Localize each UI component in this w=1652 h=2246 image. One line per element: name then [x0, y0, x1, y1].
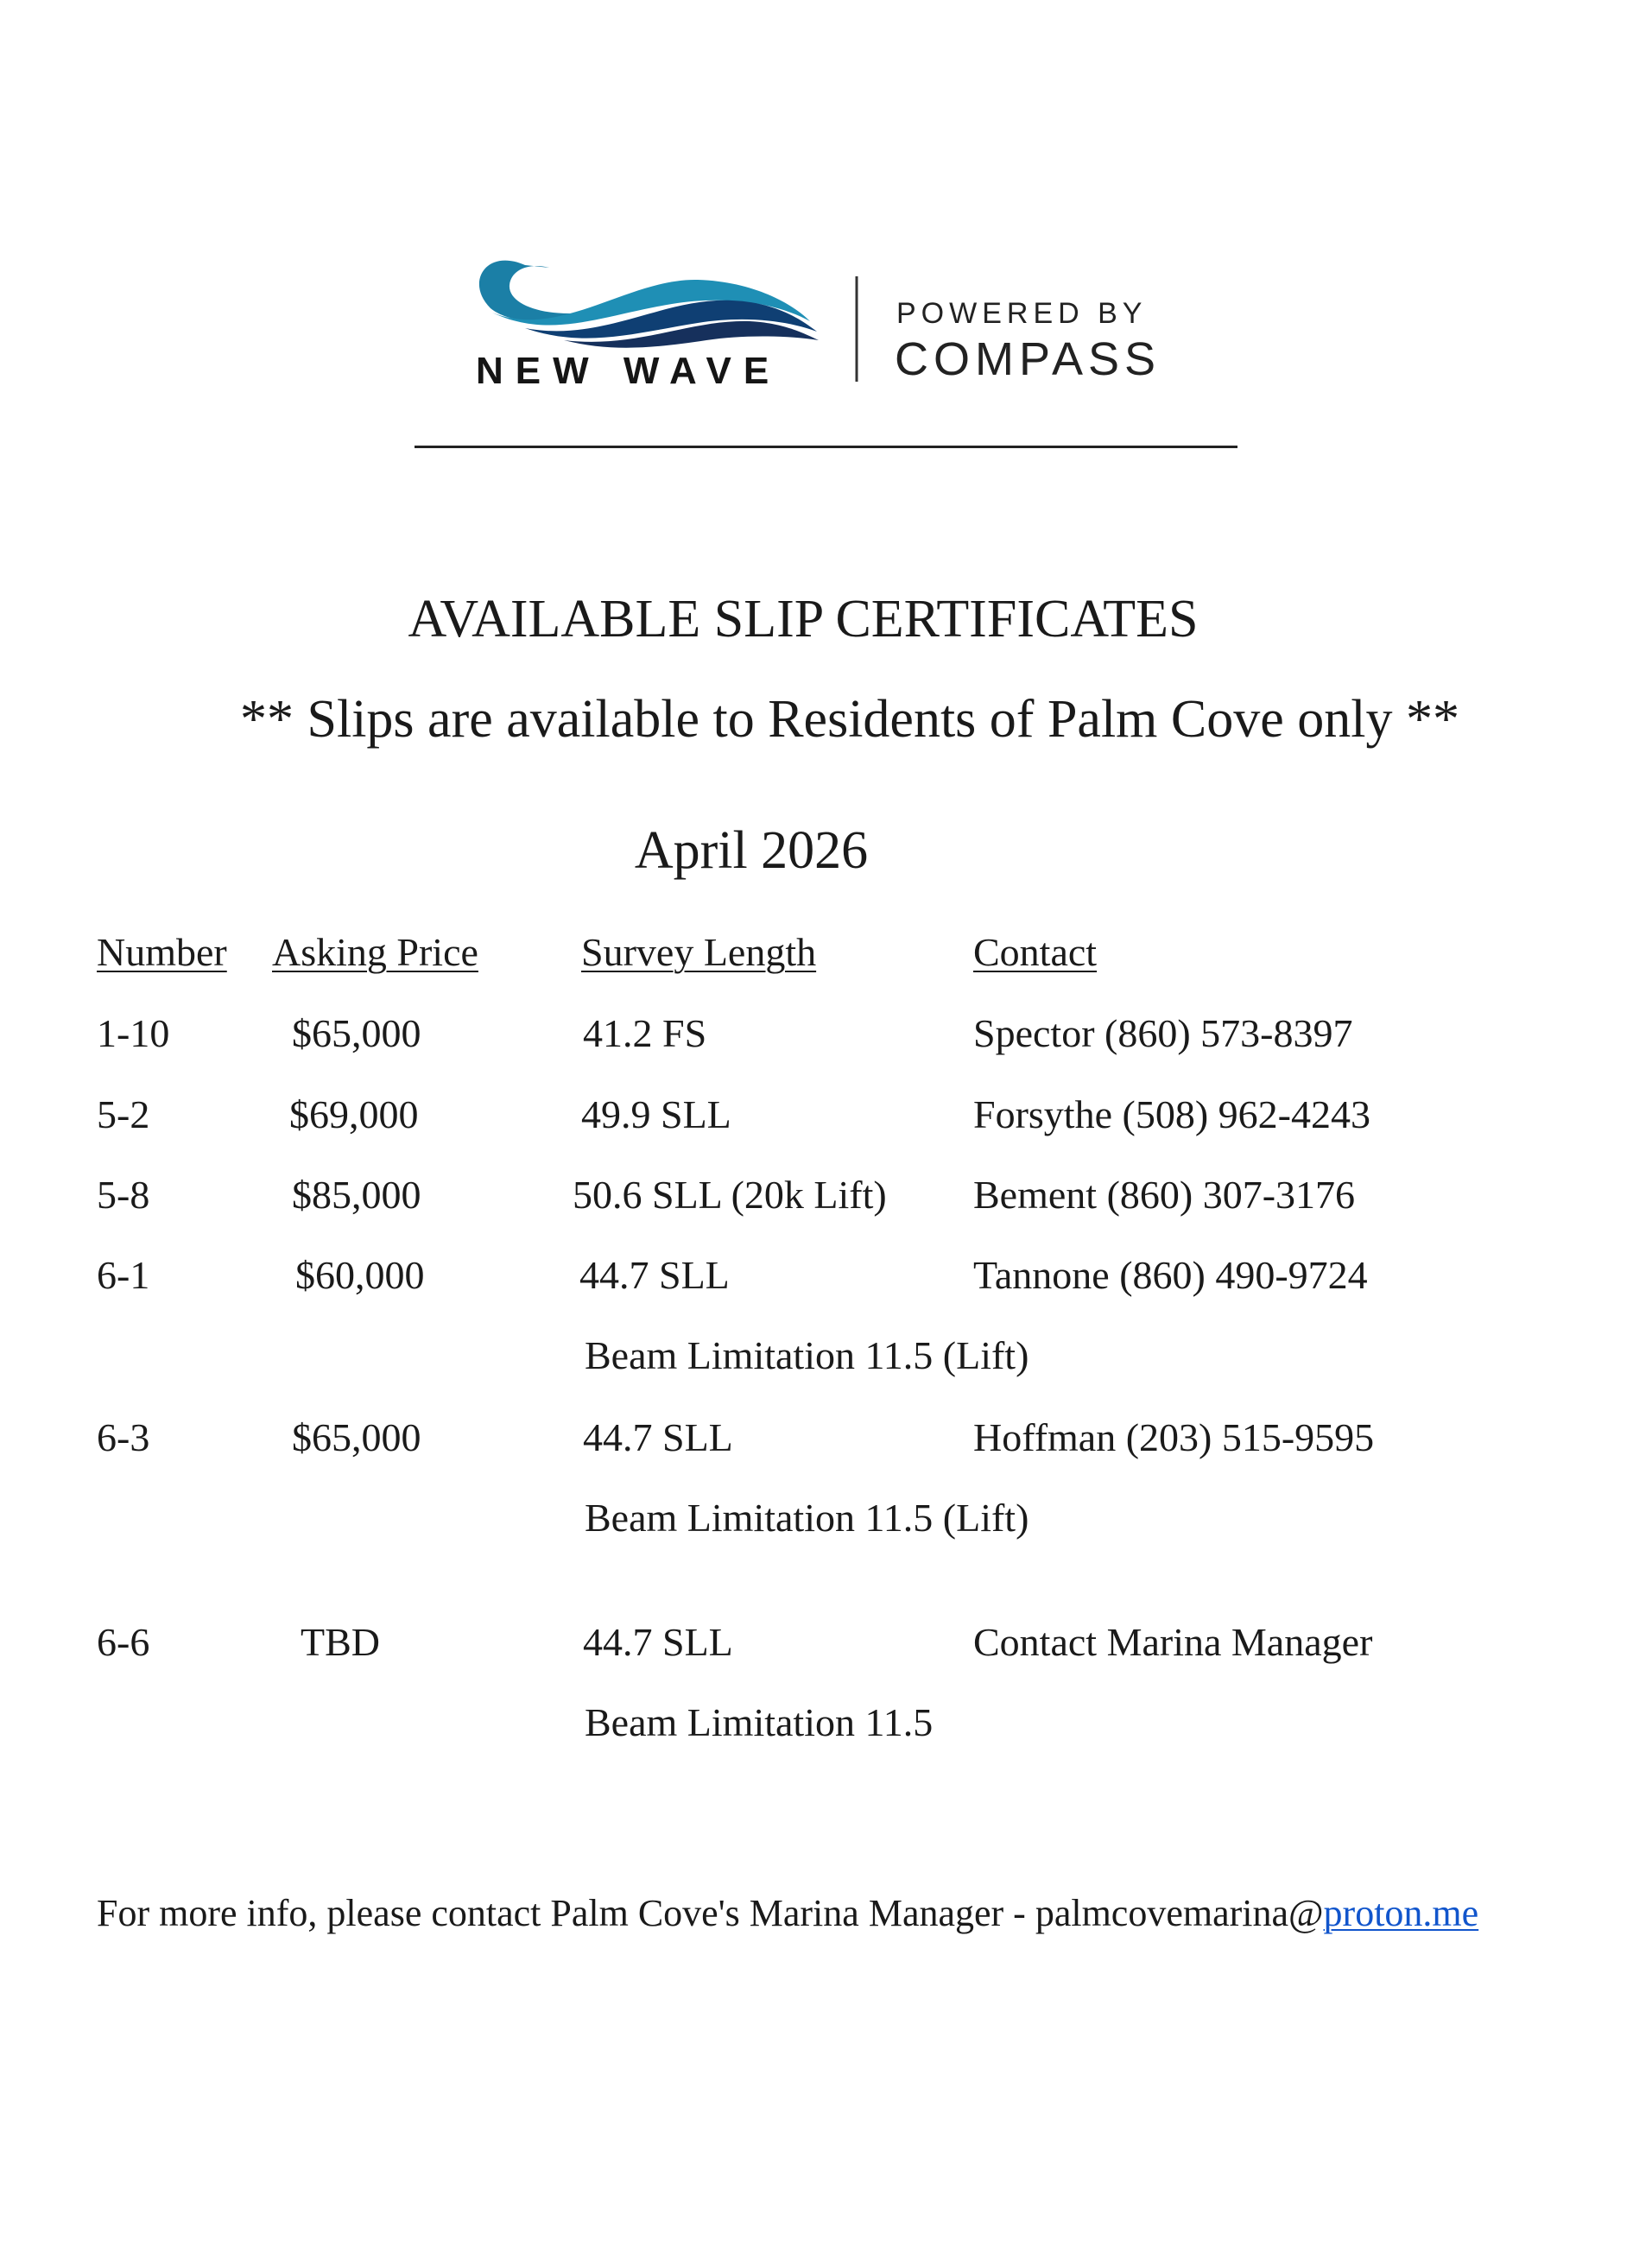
column-header-number: Number [97, 930, 227, 974]
partner-text: COMPASS [895, 333, 1161, 385]
table-row-length: 44.7 SLL [583, 1620, 733, 1664]
table-row-contact: Tannone (860) 490-9724 [973, 1253, 1368, 1297]
table-row-contact: Spector (860) 573-8397 [973, 1011, 1353, 1055]
footer-contact-info [97, 1891, 1478, 1935]
table-row-price: $65,000 [292, 1415, 421, 1459]
table-row-price: $60,000 [295, 1253, 425, 1297]
table-row-number: 6-6 [97, 1620, 150, 1664]
table-row-note: Beam Limitation 11.5 (Lift) [585, 1496, 1029, 1540]
column-header-survey-length: Survey Length [581, 930, 817, 974]
page-title: AVAILABLE SLIP CERTIFICATES [408, 590, 1199, 648]
table-row-contact: Hoffman (203) 515-9595 [973, 1415, 1375, 1459]
table-row-number: 5-2 [97, 1092, 150, 1136]
column-header-contact: Contact [973, 930, 1098, 974]
table-row-price: $85,000 [292, 1173, 421, 1217]
table-row-number: 5-8 [97, 1173, 150, 1217]
listing-date: April 2026 [634, 821, 869, 880]
table-row-note: Beam Limitation 11.5 (Lift) [585, 1333, 1029, 1377]
table-row-price: $69,000 [289, 1092, 419, 1136]
table-row-note: Beam Limitation 11.5 [585, 1700, 934, 1744]
brand-text: NEW WAVE [476, 350, 782, 392]
table-row-contact: Bement (860) 307-3176 [973, 1173, 1356, 1217]
footer-text: For more info, please contact Palm Cove's Marina Manager - palmcovemarina@ [97, 1892, 1324, 1934]
table-row-length: 50.6 SLL (20k Lift) [573, 1173, 887, 1217]
table-row-contact: Contact Marina Manager [973, 1620, 1373, 1664]
table-row-length: 44.7 SLL [583, 1415, 733, 1459]
column-header-asking-price: Asking Price [272, 930, 478, 974]
table-row-number: 1-10 [97, 1011, 170, 1055]
residency-notice: ** Slips are available to Residents of Palm Cove only ** [239, 690, 1459, 749]
divider [415, 446, 1237, 448]
table-row-length: 49.9 SLL [581, 1092, 731, 1136]
powered-by-text: POWERED BY [896, 297, 1148, 330]
email-domain-link[interactable]: proton.me [1323, 1892, 1479, 1934]
table-row-number: 6-1 [97, 1253, 150, 1297]
wave-curl-icon [479, 261, 585, 321]
table-row-contact: Forsythe (508) 962-4243 [973, 1092, 1370, 1136]
table-row-price: $65,000 [292, 1011, 421, 1055]
logo [413, 97, 1240, 446]
table-row-length: 41.2 FS [583, 1011, 707, 1055]
table-row-price: TBD [301, 1620, 380, 1664]
new-wave-compass-logo [413, 97, 1240, 446]
table-row-length: 44.7 SLL [579, 1253, 730, 1297]
table-row-number: 6-3 [97, 1415, 150, 1459]
